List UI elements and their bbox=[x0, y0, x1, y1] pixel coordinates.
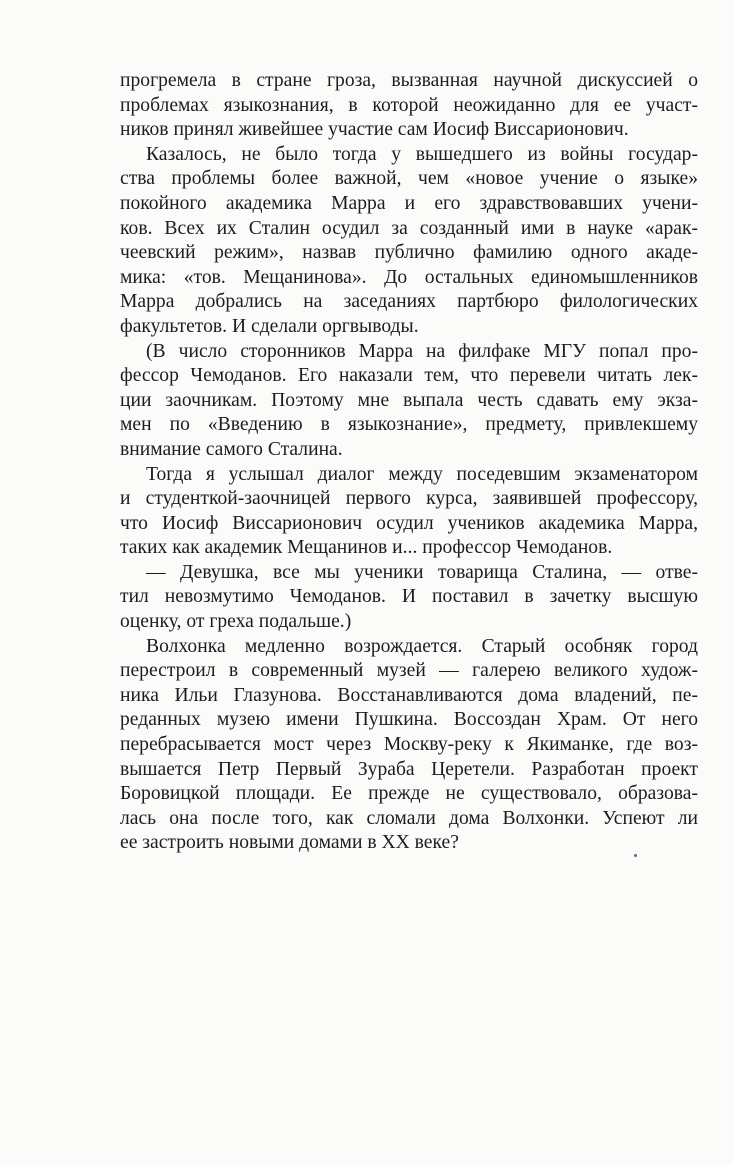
paragraph bbox=[120, 561, 698, 635]
paragraph bbox=[120, 463, 698, 561]
text-line: проблемах языкознания, в которой неожиданно для ее участ- bbox=[120, 94, 698, 116]
text-line: ника Ильи Глазунова. Восстанавливаются дома владений, пе- bbox=[120, 684, 698, 706]
text-line: вышается Петр Первый Зураба Церетели. Разработан проект bbox=[120, 758, 698, 780]
text-line: покойного академика Марра и его здравствовавших учени- bbox=[120, 192, 698, 214]
text-line: что Иосиф Виссарионович осудил учеников академика Марра, bbox=[120, 512, 698, 534]
text-line: Волхонка медленно возрождается. Старый особняк город bbox=[146, 635, 698, 657]
text-line: Тогда я услышал диалог между поседевшим экзаменатором bbox=[146, 463, 698, 485]
text-line: Казалось, не было тогда у вышедшего из войны государ- bbox=[146, 143, 698, 165]
paragraph bbox=[120, 143, 698, 340]
text-line: ее застроить новыми домами в XX веке? bbox=[120, 832, 459, 854]
body-text bbox=[120, 69, 698, 856]
text-line: оценку, от греха подальше.) bbox=[120, 611, 352, 633]
text-line: Марра добрались на заседаниях партбюро филологических bbox=[120, 291, 698, 313]
text-line: тил невозмутимо Чемоданов. И поставил в зачетку высшую bbox=[120, 586, 698, 608]
text-line: (В число сторонников Марра на филфаке МГУ попал про- bbox=[146, 340, 698, 362]
text-line: мен по «Введению в языкознание», предмету, привлекшему bbox=[120, 414, 698, 436]
text-line: и студенткой-заочницей первого курса, заявившей профессору, bbox=[120, 488, 698, 510]
text-line: мика: «тов. Мещанинова». До остальных единомышленников bbox=[120, 266, 698, 288]
paragraph bbox=[120, 340, 698, 463]
text-line: — Девушка, все мы ученики товарища Сталина, — отве- bbox=[146, 561, 698, 583]
text-line: ников принял живейшее участие сам Иосиф Виссарионович. bbox=[120, 119, 629, 141]
text-line: таких как академик Мещанинов и... профессор Чемоданов. bbox=[120, 537, 613, 559]
paragraph bbox=[120, 635, 698, 856]
text-line: Боровицкой площади. Ее прежде не существовало, образова- bbox=[120, 783, 698, 805]
text-line: перестроил в современный музей — галерею великого худож- bbox=[120, 660, 698, 682]
text-line: чеевский режим», назвав публично фамилию одного акаде- bbox=[120, 242, 698, 264]
text-line: внимание самого Сталина. bbox=[120, 438, 343, 460]
text-line: ства проблемы более важной, чем «новое учение о языке» bbox=[120, 168, 698, 190]
text-line: лась она после того, как сломали дома Волхонки. Успеют ли bbox=[120, 807, 698, 829]
text-line: ков. Всех их Сталин осудил за созданный ими в науке «арак- bbox=[120, 217, 698, 239]
text-line: ции заочникам. Поэтому мне выпала честь сдавать ему экза- bbox=[120, 389, 698, 411]
text-line: перебрасывается мост через Москву-реку к Якиманке, где воз- bbox=[120, 734, 698, 756]
paragraph bbox=[120, 69, 698, 143]
text-line: реданных музею имени Пушкина. Воссоздан Храм. От него bbox=[120, 709, 698, 731]
text-line: факультетов. И сделали оргвыводы. bbox=[120, 315, 419, 337]
print-speck bbox=[634, 854, 637, 857]
text-line: прогремела в стране гроза, вызванная научной дискуссией о bbox=[120, 70, 698, 91]
text-line: фессор Чемоданов. Его наказали тем, что перевели читать лек- bbox=[120, 365, 698, 387]
